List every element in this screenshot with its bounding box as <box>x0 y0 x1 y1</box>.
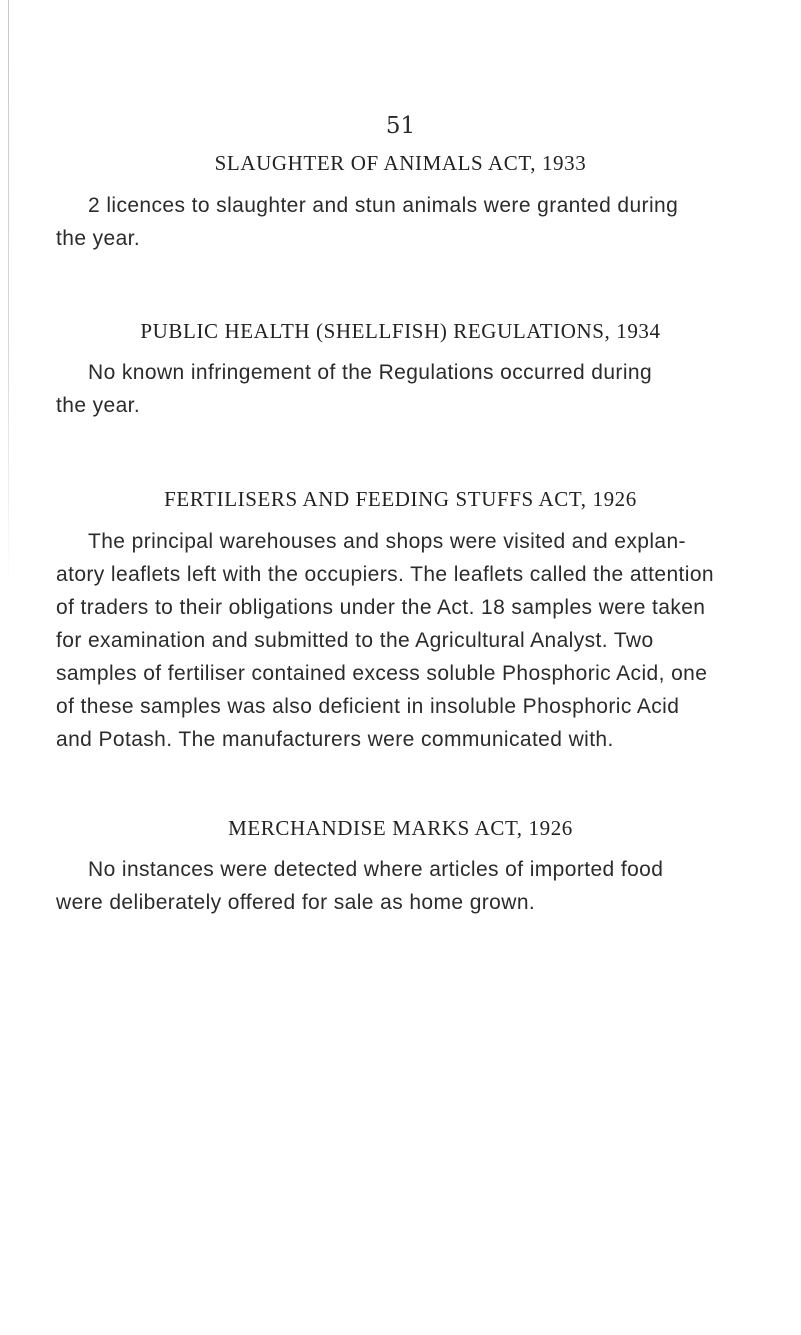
section-heading-merchandise: MERCHANDISE MARKS ACT, 1926 <box>228 816 573 840</box>
section-body-slaughter <box>56 189 746 255</box>
section-heading-slaughter: SLAUGHTER OF ANIMALS ACT, 1933 <box>214 151 587 175</box>
body-line: and Potash. The manufacturers were communicated with. <box>56 728 614 751</box>
section-heading-shellfish: PUBLIC HEALTH (SHELLFISH) REGULATIONS, 1934 <box>140 319 661 343</box>
body-line: 2 licences to slaughter and stun animals were granted during <box>88 194 679 217</box>
body-line: of these samples was also deficient in insoluble Phosphoric Acid <box>56 695 680 718</box>
body-line: the year. <box>56 394 141 417</box>
body-line: No instances were detected where articles of imported food <box>88 858 664 881</box>
body-line: the year. <box>56 227 141 250</box>
page-number: 51 <box>385 113 416 139</box>
body-line: No known infringement of the Regulations occurred during <box>88 361 653 384</box>
body-line: The principal warehouses and shops were visited and explan- <box>88 530 686 553</box>
body-line: samples of fertiliser contained excess soluble Phosphoric Acid, one <box>56 662 708 685</box>
section-body-merchandise <box>56 853 746 919</box>
section-heading-fertilisers: FERTILISERS AND FEEDING STUFFS ACT, 1926 <box>164 487 637 511</box>
body-line: were deliberately offered for sale as home grown. <box>56 891 536 914</box>
body-line: of traders to their obligations under the Act. 18 samples were taken <box>56 596 706 619</box>
body-line: atory leaflets left with the occupiers. The leaflets called the attention <box>56 563 714 586</box>
section-body-fertilisers <box>56 525 746 756</box>
section-body-shellfish <box>56 356 746 422</box>
body-line: for examination and submitted to the Agricultural Analyst. Two <box>56 629 654 652</box>
